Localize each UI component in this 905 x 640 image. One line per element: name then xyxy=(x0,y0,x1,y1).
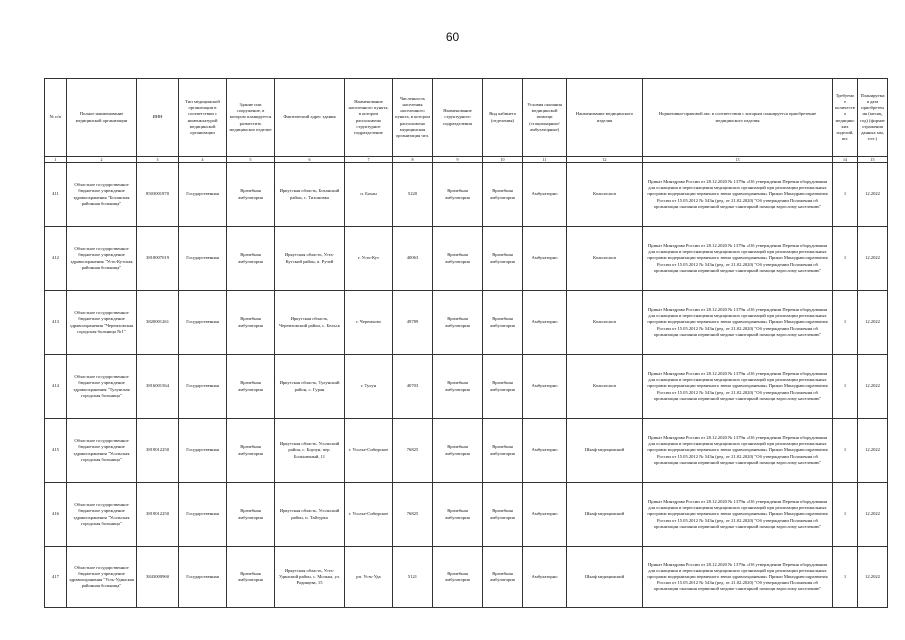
column-number: 15 xyxy=(858,157,888,163)
cell-address: Иркутская область, Усть-Удинский район, с. Молька, ул. Радищева, 15 xyxy=(275,547,345,608)
cell-legal-basis: Приказ Минздрава России от 28.12.2020 № 1379н «Об утверждении Перечня оборудования для оснащения и переоснащения медицинских организаций при реализации региональных программ модернизации первичного звена здравоохранения» Приказ Минздравсоцразвития России от 15.05.2012 № 543н (ред. от 21.02.2020) "Об утверждении Положения об организации оказания первичной медико-санитарной помощи взрослому населению" xyxy=(643,483,833,547)
cell-cabinet-type: Врачебная амбулатория xyxy=(483,355,523,419)
header-cell: Здание или сооружение, в котором планируется разместить медицинское изделие xyxy=(227,79,275,157)
cell-row-number: 411 xyxy=(45,163,67,227)
header-cell: Наименование населенного пункта, в котором расположено структурное подразделение xyxy=(345,79,393,157)
header-cell: Планируемая дата приобретения (месяц, год) (формат отражения данных мм, гггг.) xyxy=(858,79,888,157)
cell-organization-type: Государственная xyxy=(179,547,227,608)
cell-address: Иркутская область, Усть-Кутский район, п. Ручей xyxy=(275,227,345,291)
cell-population: 5220 xyxy=(393,163,433,227)
cell-quantity: 1 xyxy=(833,227,858,291)
cell-inn: 3843000960 xyxy=(137,547,179,608)
cell-address: Иркутская область, Тулунский район, с. Гуран xyxy=(275,355,345,419)
column-number: 13 xyxy=(643,157,833,163)
cell-settlement: г. Черемхово xyxy=(345,291,393,355)
cell-building: Врачебная амбулатория xyxy=(227,163,275,227)
table-row xyxy=(45,355,888,419)
cell-settlement: рп. Усть-Уда xyxy=(345,547,393,608)
cell-cabinet-type: Врачебная амбулатория xyxy=(483,227,523,291)
cell-purchase-date: 12.2022 xyxy=(858,547,888,608)
cell-population: 49789 xyxy=(393,291,433,355)
cell-cabinet-type: Врачебная амбулатория xyxy=(483,483,523,547)
cell-settlement: г. Усолье-Сибирское xyxy=(345,419,393,483)
cell-organization-name: Областное государственное бюджетное учреждение здравоохранения "Усть-Кутская районная больница" xyxy=(67,227,137,291)
cell-subdivision: Врачебная амбулатория xyxy=(433,163,483,227)
table-row xyxy=(45,483,888,547)
cell-quantity: 1 xyxy=(833,547,858,608)
cell-organization-name: Областное государственное бюджетное учреждение здравоохранения "Боханская районная больница" xyxy=(67,163,137,227)
cell-building: Врачебная амбулатория xyxy=(227,483,275,547)
cell-device-name: Шкаф медицинский xyxy=(567,483,643,547)
cell-cabinet-type: Врачебная амбулатория xyxy=(483,419,523,483)
cell-subdivision: Врачебная амбулатория xyxy=(433,419,483,483)
table-row xyxy=(45,291,888,355)
table-row xyxy=(45,547,888,608)
column-number: 7 xyxy=(345,157,393,163)
header-cell: № п/п xyxy=(45,79,67,157)
cell-organization-type: Государственная xyxy=(179,483,227,547)
header-cell: Фактический адрес здания xyxy=(275,79,345,157)
column-number: 2 xyxy=(67,157,137,163)
header-cell: Тип медицинской организации в соответствии с номенклатурой медицинской организации xyxy=(179,79,227,157)
cell-care-conditions: Амбулаторно xyxy=(523,291,567,355)
equipment-register-table xyxy=(44,78,888,608)
cell-row-number: 417 xyxy=(45,547,67,608)
cell-purchase-date: 12.2022 xyxy=(858,227,888,291)
header-cell: Вид кабинета (отделения) xyxy=(483,79,523,157)
cell-care-conditions: Амбулаторно xyxy=(523,483,567,547)
column-number: 9 xyxy=(433,157,483,163)
cell-care-conditions: Амбулаторно xyxy=(523,163,567,227)
cell-organization-type: Государственная xyxy=(179,227,227,291)
cell-subdivision: Врачебная амбулатория xyxy=(433,355,483,419)
cell-building: Врачебная амбулатория xyxy=(227,291,275,355)
cell-device-name: Шкаф медицинский xyxy=(567,419,643,483)
cell-device-name: Кольпоскоп xyxy=(567,291,643,355)
cell-quantity: 1 xyxy=(833,483,858,547)
cell-care-conditions: Амбулаторно xyxy=(523,547,567,608)
cell-subdivision: Врачебная амбулатория xyxy=(433,227,483,291)
column-number: 6 xyxy=(275,157,345,163)
cell-quantity: 1 xyxy=(833,419,858,483)
cell-organization-name: Областное государственное бюджетное учреждение здравоохранения "Усть-Удинская районная больница" xyxy=(67,547,137,608)
column-number: 10 xyxy=(483,157,523,163)
cell-device-name: Кольпоскоп xyxy=(567,355,643,419)
cell-inn: 3818007019 xyxy=(137,227,179,291)
cell-inn: 3819012250 xyxy=(137,483,179,547)
cell-purchase-date: 12.2022 xyxy=(858,163,888,227)
table-row xyxy=(45,227,888,291)
cell-inn: 3816001564 xyxy=(137,355,179,419)
cell-inn: 8503001870 xyxy=(137,163,179,227)
cell-row-number: 413 xyxy=(45,291,67,355)
cell-cabinet-type: Врачебная амбулатория xyxy=(483,547,523,608)
cell-cabinet-type: Врачебная амбулатория xyxy=(483,291,523,355)
cell-legal-basis: Приказ Минздрава России от 28.12.2020 № 1379н «Об утверждении Перечня оборудования для оснащения и переоснащения медицинских организаций при реализации региональных программ модернизации первичного звена здравоохранения» Приказ Минздравсоцразвития России от 15.05.2012 № 543н (ред. от 21.02.2020) "Об утверждении Положения об организации оказания первичной медико-санитарной помощи взрослому населению" xyxy=(643,355,833,419)
cell-organization-type: Государственная xyxy=(179,163,227,227)
cell-purchase-date: 12.2022 xyxy=(858,291,888,355)
cell-population: 76825 xyxy=(393,483,433,547)
cell-quantity: 1 xyxy=(833,355,858,419)
cell-settlement: г. Усолье-Сибирское xyxy=(345,483,393,547)
cell-purchase-date: 12.2022 xyxy=(858,483,888,547)
column-number: 12 xyxy=(567,157,643,163)
cell-device-name: Кольпоскоп xyxy=(567,227,643,291)
cell-organization-type: Государственная xyxy=(179,355,227,419)
cell-address: Иркутская область, Усольский район, п. Тайтурка xyxy=(275,483,345,547)
header-cell: Наименование медицинского изделия xyxy=(567,79,643,157)
header-cell: Наименование структурного подразделения xyxy=(433,79,483,157)
cell-legal-basis: Приказ Минздрава России от 28.12.2020 № 1379н «Об утверждении Перечня оборудования для оснащения и переоснащения медицинских организаций при реализации региональных программ модернизации первичного звена здравоохранения» Приказ Минздравсоцразвития России от 15.05.2012 № 543н (ред. от 21.02.2020) "Об утверждении Положения об организации оказания первичной медико-санитарной помощи взрослому населению" xyxy=(643,227,833,291)
cell-care-conditions: Амбулаторно xyxy=(523,355,567,419)
cell-population: 76825 xyxy=(393,419,433,483)
cell-device-name: Шкаф медицинский xyxy=(567,547,643,608)
table-body xyxy=(45,163,888,608)
header-cell: Численность населения населенного пункта, в котором расположено медицинская организация чел. xyxy=(393,79,433,157)
cell-population: 40703 xyxy=(393,355,433,419)
cell-quantity: 1 xyxy=(833,291,858,355)
cell-settlement: п. Бохан xyxy=(345,163,393,227)
cell-legal-basis: Приказ Минздрава России от 28.12.2020 № 1379н «Об утверждении Перечня оборудования для оснащения и переоснащения медицинских организаций при реализации региональных программ модернизации первичного звена здравоохранения» Приказ Минздравсоцразвития России от 15.05.2012 № 543н (ред. от 21.02.2020) "Об утверждении Положения об организации оказания первичной медико-санитарной помощи взрослому населению" xyxy=(643,291,833,355)
cell-inn: 3820001261 xyxy=(137,291,179,355)
cell-population: 40063 xyxy=(393,227,433,291)
cell-subdivision: Врачебная амбулатория xyxy=(433,291,483,355)
cell-purchase-date: 12.2022 xyxy=(858,419,888,483)
cell-address: Иркутская область, Черемховский район, с. Бельск xyxy=(275,291,345,355)
cell-organization-name: Областное государственное бюджетное учреждение здравоохранения "Усольская городская больница" xyxy=(67,483,137,547)
cell-quantity: 1 xyxy=(833,163,858,227)
cell-building: Врачебная амбулатория xyxy=(227,355,275,419)
cell-organization-name: Областное государственное бюджетное учреждение здравоохранения "Черемховская городская больница №1" xyxy=(67,291,137,355)
cell-organization-name: Областное государственное бюджетное учреждение здравоохранения "Усольская городская больница" xyxy=(67,419,137,483)
column-number: 1 xyxy=(45,157,67,163)
column-number: 5 xyxy=(227,157,275,163)
cell-address: Иркутская область, Усольский район, с. Борзун, пер. Больничный, 11 xyxy=(275,419,345,483)
cell-row-number: 416 xyxy=(45,483,67,547)
cell-address: Иркутская область, Боханский район, с. Тихоновка xyxy=(275,163,345,227)
table-row xyxy=(45,163,888,227)
cell-subdivision: Врачебная амбулатория xyxy=(433,483,483,547)
cell-purchase-date: 12.2022 xyxy=(858,355,888,419)
cell-building: Врачебная амбулатория xyxy=(227,547,275,608)
column-number: 11 xyxy=(523,157,567,163)
cell-row-number: 414 xyxy=(45,355,67,419)
cell-row-number: 415 xyxy=(45,419,67,483)
header-cell: Полное наименование медицинской организации xyxy=(67,79,137,157)
cell-legal-basis: Приказ Минздрава России от 28.12.2020 № 1379н «Об утверждении Перечня оборудования для оснащения и переоснащения медицинских организаций при реализации региональных программ модернизации первичного звена здравоохранения» Приказ Минздравсоцразвития России от 15.05.2012 № 543н (ред. от 21.02.2020) "Об утверждении Положения об организации оказания первичной медико-санитарной помощи взрослому населению" xyxy=(643,419,833,483)
page-number: 60 xyxy=(445,30,460,44)
cell-settlement: г. Усть-Кут xyxy=(345,227,393,291)
header-cell: Требуемое количество медицинских изделий, шт. xyxy=(833,79,858,157)
column-number: 8 xyxy=(393,157,433,163)
header-cell: Условия оказания медицинской помощи (стационарные/амбулаторные) xyxy=(523,79,567,157)
cell-organization-name: Областное государственное бюджетное учреждение здравоохранения "Тулунская городская больница" xyxy=(67,355,137,419)
cell-legal-basis: Приказ Минздрава России от 28.12.2020 № 1379н «Об утверждении Перечня оборудования для оснащения и переоснащения медицинских организаций при реализации региональных программ модернизации первичного звена здравоохранения» Приказ Минздравсоцразвития России от 15.05.2012 № 543н (ред. от 21.02.2020) "Об утверждении Положения об организации оказания первичной медико-санитарной помощи взрослому населению" xyxy=(643,547,833,608)
column-number: 4 xyxy=(179,157,227,163)
cell-subdivision: Врачебная амбулатория xyxy=(433,547,483,608)
cell-inn: 3819012250 xyxy=(137,419,179,483)
header-cell: Нормативно-правовой акт, в соответствии с которым планируется приобретение медицинского изделия xyxy=(643,79,833,157)
cell-legal-basis: Приказ Минздрава России от 28.12.2020 № 1379н «Об утверждении Перечня оборудования для оснащения и переоснащения медицинских организаций при реализации региональных программ модернизации первичного звена здравоохранения» Приказ Минздравсоцразвития России от 15.05.2012 № 543н (ред. от 21.02.2020) "Об утверждении Положения об организации оказания первичной медико-санитарной помощи взрослому населению" xyxy=(643,163,833,227)
cell-population: 5121 xyxy=(393,547,433,608)
column-number: 14 xyxy=(833,157,858,163)
cell-settlement: г. Тулун xyxy=(345,355,393,419)
cell-care-conditions: Амбулаторно xyxy=(523,419,567,483)
cell-care-conditions: Амбулаторно xyxy=(523,227,567,291)
cell-organization-type: Государственная xyxy=(179,291,227,355)
cell-device-name: Кольпоскоп xyxy=(567,163,643,227)
cell-cabinet-type: Врачебная амбулатория xyxy=(483,163,523,227)
column-number: 3 xyxy=(137,157,179,163)
cell-row-number: 412 xyxy=(45,227,67,291)
cell-building: Врачебная амбулатория xyxy=(227,419,275,483)
table-row xyxy=(45,419,888,483)
header-cell: ИНН xyxy=(137,79,179,157)
cell-organization-type: Государственная xyxy=(179,419,227,483)
cell-building: Врачебная амбулатория xyxy=(227,227,275,291)
header-row xyxy=(45,79,888,157)
